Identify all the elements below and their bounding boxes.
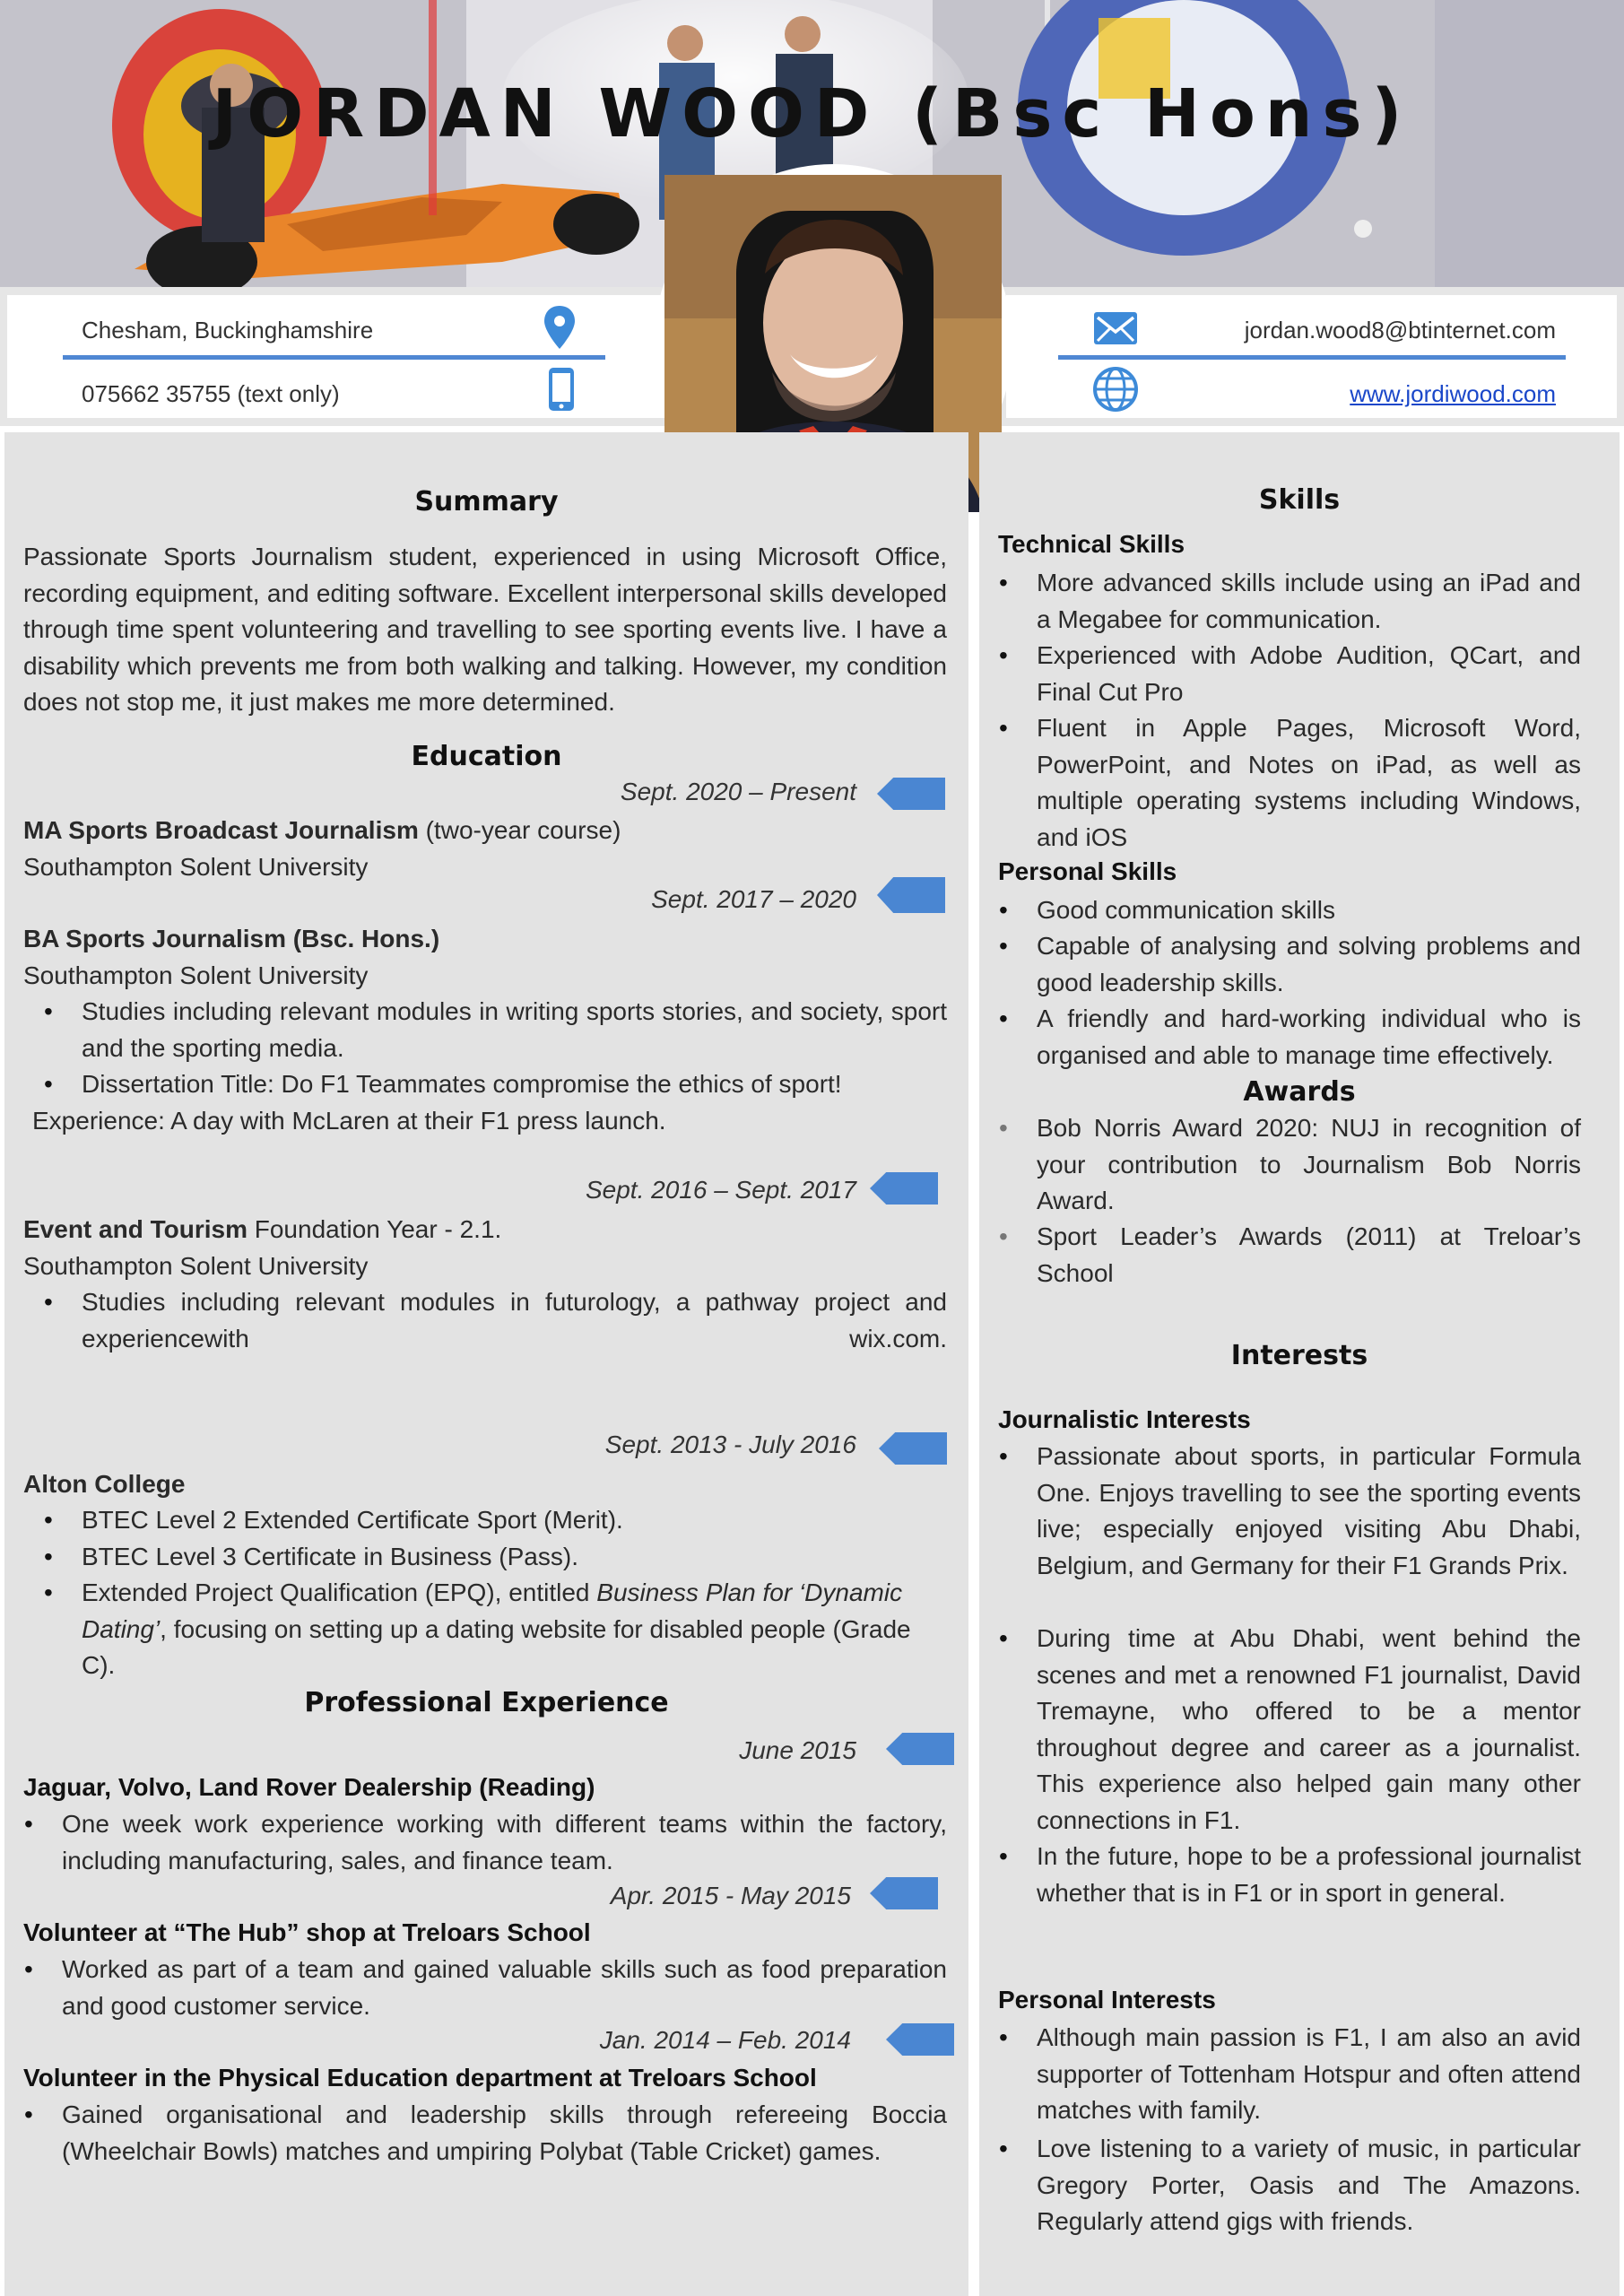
experience-title: Volunteer in the Physical Education department at Treloars School [23, 2064, 817, 2092]
experience-title: Jaguar, Volvo, Land Rover Dealership (Reading) [23, 1773, 595, 1801]
education-institution: Southampton Solent University [23, 1252, 369, 1280]
email-text[interactable]: jordan.wood8@btinternet.com [1244, 317, 1556, 344]
mobile-phone-icon [547, 366, 576, 417]
epq-text: Extended Project Qualification (EPQ), entitled [82, 1578, 597, 1606]
education-degree-detail: (two-year course) [418, 816, 621, 844]
skill-item: • A friendly and hard-working individual who is organised and able to manage time effectively. [1037, 1001, 1581, 1074]
envelope-icon [1092, 310, 1139, 351]
education-bullet: • BTEC Level 3 Certificate in Business (Pass). [82, 1539, 947, 1576]
education-degree-detail: Foundation Year - 2.1. [247, 1215, 502, 1243]
education-bullet: • Dissertation Title: Do F1 Teammates compromise the ethics of sport! [82, 1066, 947, 1103]
skills-heading: Skills [1258, 484, 1341, 516]
personal-interests-heading: Personal Interests [998, 1986, 1216, 2013]
education-bullet [82, 1575, 947, 1684]
education-bullet: • Studies including relevant modules in futurology, a pathway project and experiencewith wix.com. [82, 1284, 947, 1320]
experience-bullet: • Worked as part of a team and gained valuable skills such as food preparation and good customer service. [62, 1952, 947, 2024]
epq-title: Business Plan for ‘Dynamic Dating’ [82, 1578, 903, 1643]
journalistic-interests-heading: Journalistic Interests [998, 1405, 1251, 1433]
experience-date: Apr. 2015 - May 2015 [610, 1882, 851, 1909]
divider [63, 355, 605, 360]
experience-heading: Professional Experience [304, 1687, 669, 1718]
experience-bullet: • Gained organisational and leadership skills through refereeing Boccia (Wheelchair Bowls) matches and umpiring Polybat (Table Cricket) games. [62, 2097, 947, 2170]
education-institution: Southampton Solent University [23, 961, 369, 989]
experience-date: June 2015 [739, 1736, 856, 1764]
experience-date: Jan. 2014 – Feb. 2014 [599, 2026, 851, 2054]
interest-item: • Love listening to a variety of music, in particular Gregory Porter, Oasis and The Amazons. Regularly attend gigs with friends. [1037, 2131, 1581, 2240]
awards-heading: Awards [1243, 1076, 1356, 1108]
skill-item: • More advanced skills include using an iPad and a Megabee for communication. [1037, 565, 1581, 638]
personal-skills-heading: Personal Skills [998, 857, 1177, 885]
skill-item: • Experienced with Adobe Audition, QCart, and Final Cut Pro [1037, 638, 1581, 710]
contact-right [1006, 295, 1617, 418]
interest-item: • Passionate about sports, in particular Formula One. Enjoys travelling to see the sporting events live; especially enjoyed visiting Abu Dhabi, Belgium, and Germany for their F1 Grands Prix. [1037, 1439, 1581, 1584]
award-item: • Bob Norris Award 2020: NUJ in recognition of your contribution to Journalism Bob Norris Award. [1037, 1110, 1581, 1220]
globe-icon [1092, 366, 1139, 417]
interest-item: • In the future, hope to be a professional journalist whether that is in F1 or in sport in general. [1037, 1839, 1581, 1911]
award-item: • Sport Leader’s Awards (2011) at Treloar’s School [1037, 1219, 1581, 1292]
location-text: Chesham, Buckinghamshire [82, 317, 374, 344]
experience-bullet: • One week work experience working with different teams within the factory, including manufacturing, sales, and finance team. [62, 1806, 947, 1879]
location-pin-icon [542, 304, 578, 355]
education-degree: MA Sports Broadcast Journalism [23, 816, 419, 844]
summary-text: Passionate Sports Journalism student, experienced in using Microsoft Office, recording equipment, and editing software. Excellent interpersonal skills developed through time spent volunteering and travelling to see sporting events live. I have a disability which prevents me from both walking and talking. However, my condition does not stop me, it just makes me more determined. [23, 543, 947, 716]
interests-heading: Interests [1230, 1340, 1368, 1371]
divider [1058, 355, 1566, 360]
candidate-name: JORDAN WOOD (Bsc Hons) [212, 75, 1412, 152]
contact-left [7, 295, 667, 418]
experience-title: Volunteer at “The Hub” shop at Treloars School [23, 1918, 591, 1946]
interest-item: • During time at Abu Dhabi, went behind the scenes and met a renowned F1 journalist, David Tremayne, who offered to be a mentor throughout degree and career as a journalist. This experience also helped gain many other connections in F1. [1037, 1621, 1581, 1839]
education-heading: Education [411, 741, 562, 772]
education-title [23, 1466, 185, 1503]
education-bullet: • Studies including relevant modules in writing sports stories, and society, sport and the sporting media. [82, 994, 947, 1066]
website-link[interactable]: www.jordiwood.com [1350, 380, 1556, 407]
education-bullet: • BTEC Level 2 Extended Certificate Sport (Merit). [82, 1502, 947, 1539]
education-title [23, 813, 621, 849]
technical-skills-heading: Technical Skills [998, 530, 1185, 558]
education-date: Sept. 2016 – Sept. 2017 [585, 1176, 856, 1204]
phone-text: 075662 35755 (text only) [82, 380, 340, 407]
education-degree: Alton College [23, 1470, 186, 1498]
skill-item: • Good communication skills [1037, 892, 1581, 929]
education-degree: BA Sports Journalism (Bsc. Hons.) [23, 925, 440, 952]
education-institution: Southampton Solent University [23, 853, 369, 881]
education-title [23, 1212, 501, 1248]
epq-text: , focusing on setting up a dating website for disabled people (Grade C). [82, 1614, 911, 1679]
education-date: Sept. 2013 - July 2016 [604, 1431, 856, 1458]
interest-item: • Although main passion is F1, I am also an avid supporter of Tottenham Hotspur and often attend matches with family. [1037, 2020, 1581, 2129]
education-title [23, 921, 439, 958]
skill-item: • Fluent in Apple Pages, Microsoft Word, PowerPoint, and Notes on iPad, as well as multiple operating systems including Windows, and iOS [1037, 710, 1581, 856]
education-degree: Event and Tourism [23, 1215, 248, 1243]
summary-heading: Summary [414, 486, 559, 517]
education-date: Sept. 2017 – 2020 [651, 885, 856, 913]
education-note: Experience: A day with McLaren at their F1 press launch. [32, 1107, 666, 1135]
education-date: Sept. 2020 – Present [620, 778, 856, 805]
skill-item: • Capable of analysing and solving problems and good leadership skills. [1037, 928, 1581, 1001]
